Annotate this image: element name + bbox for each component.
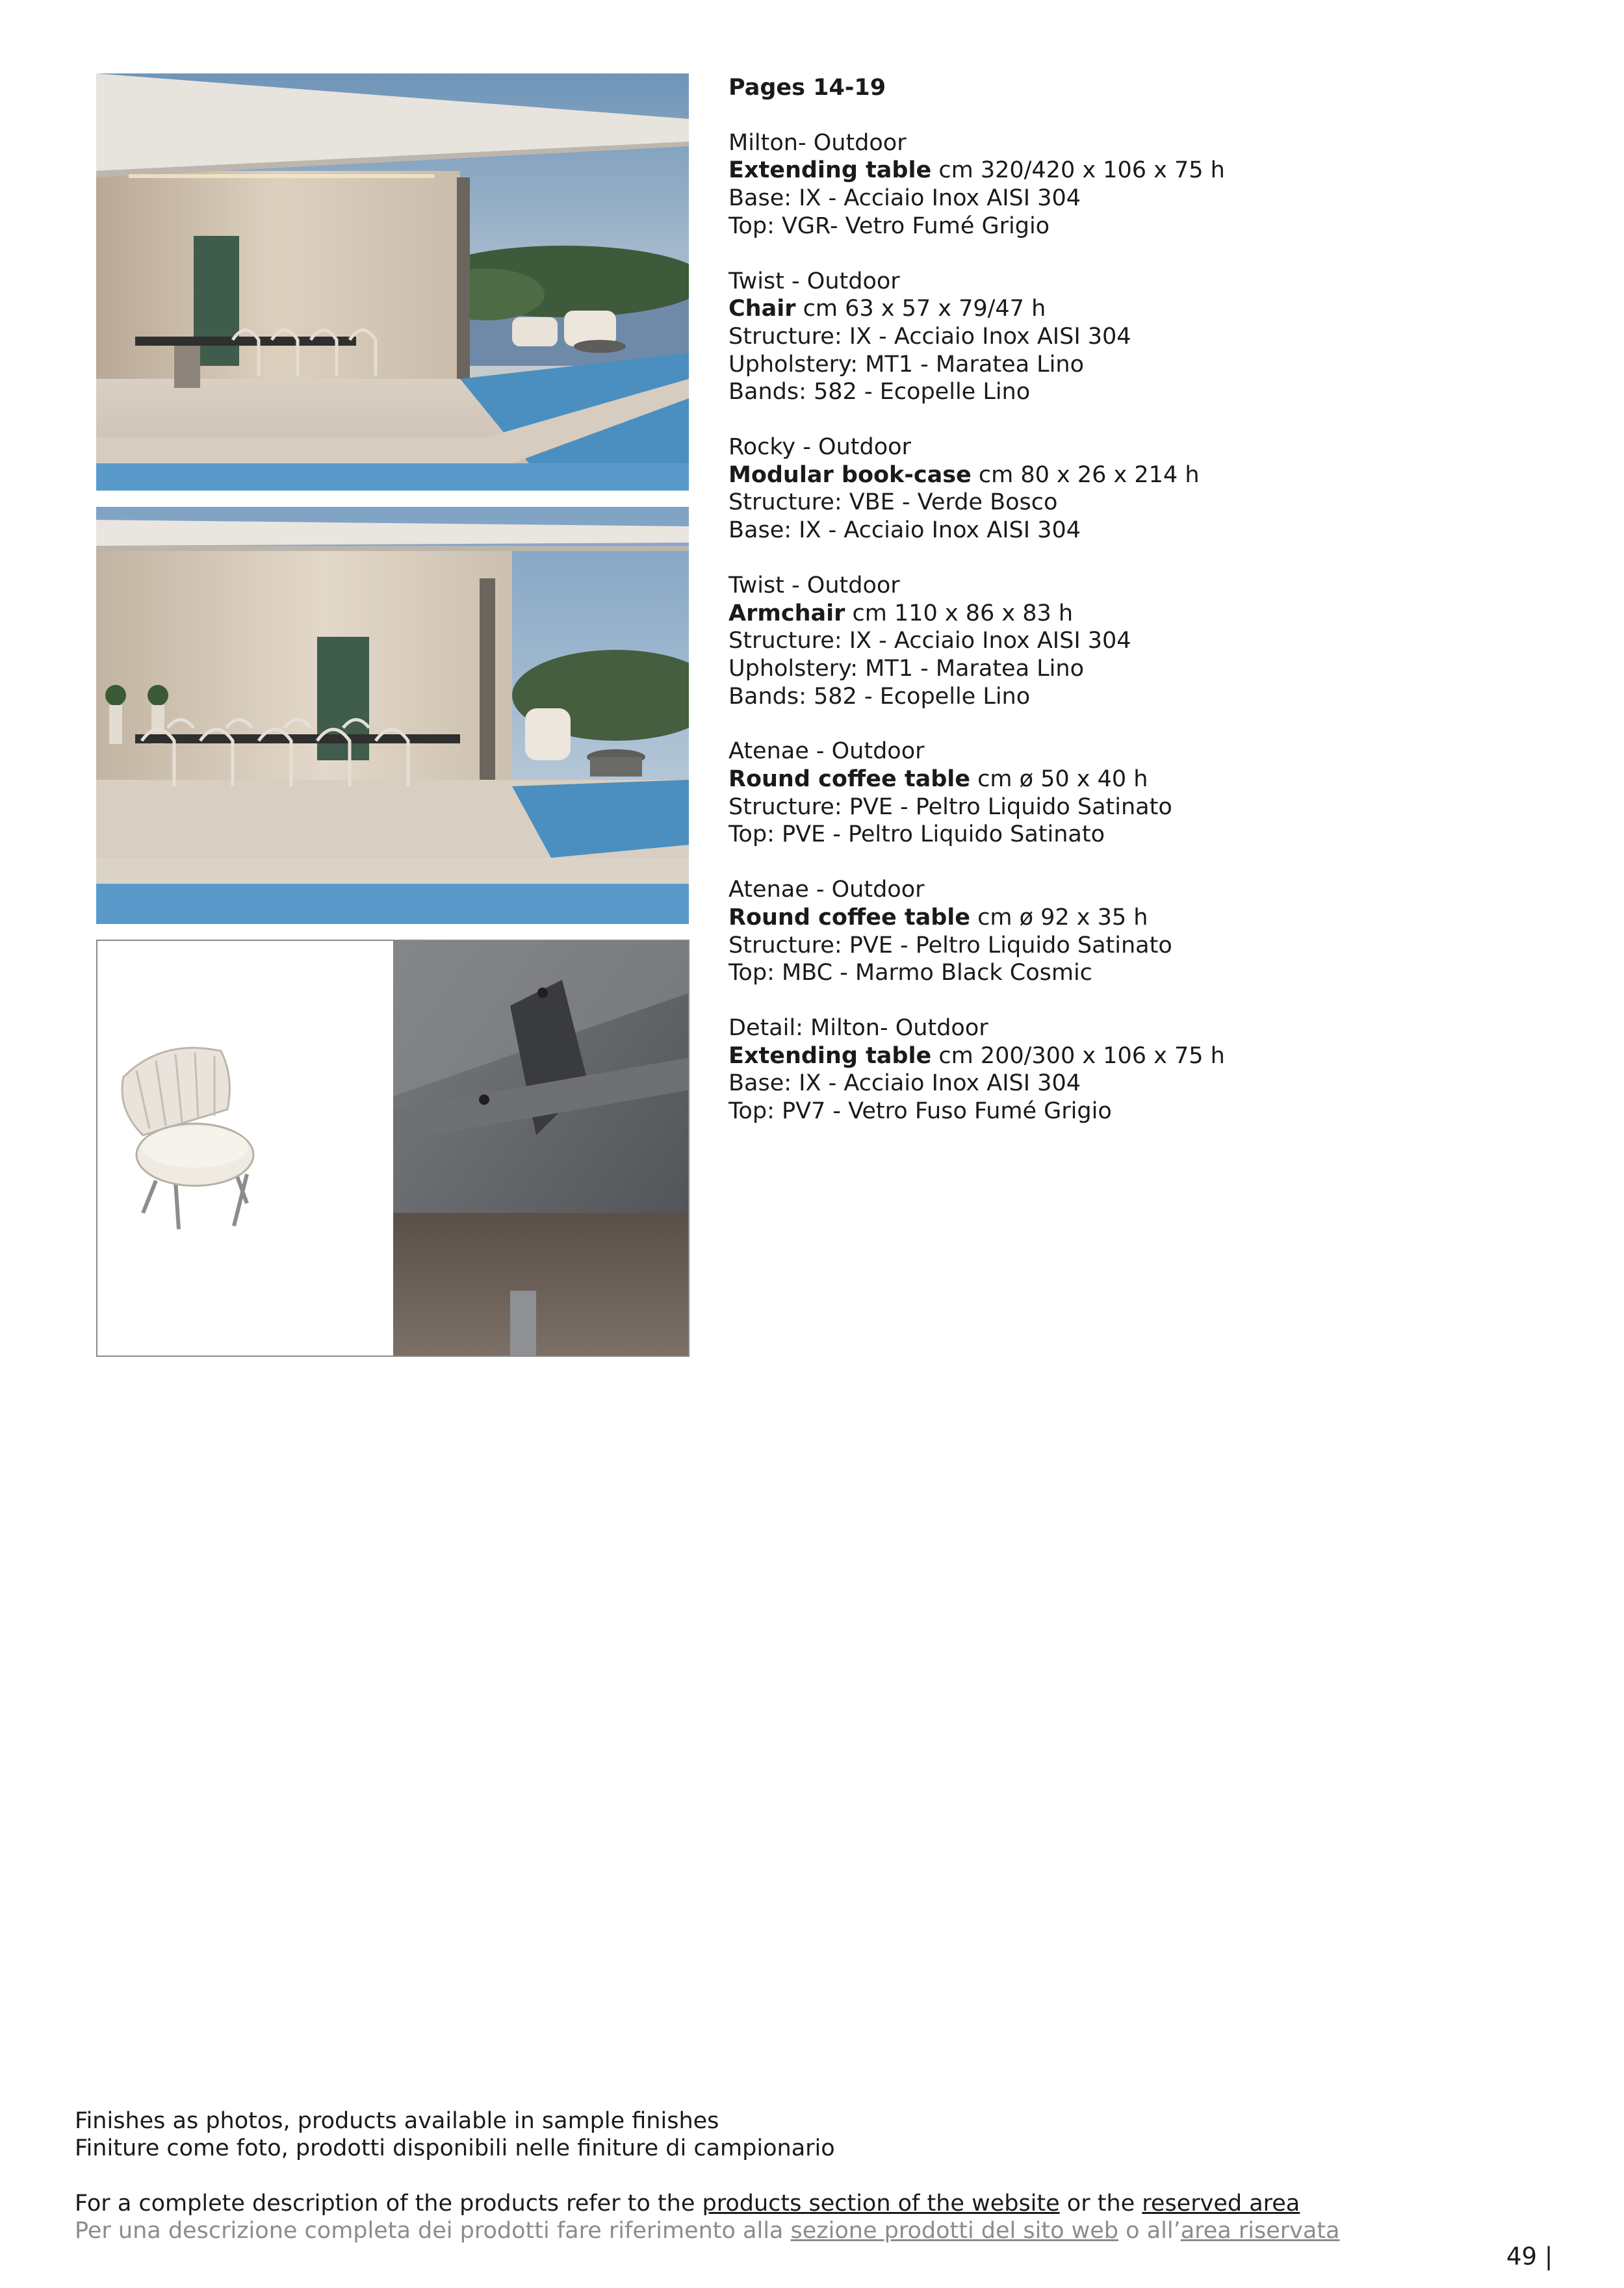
spec-block (728, 433, 1541, 545)
spec-detail: Structure: PVE - Peltro Liquido Satinato (728, 793, 1172, 820)
footer-finishes-note (75, 2107, 1439, 2162)
spec-dimensions: cm ø 92 x 35 h (970, 904, 1148, 931)
finishes-note-en: Finishes as photos, products available in sample finishes (75, 2108, 719, 2134)
page-number: 49 | (1506, 2243, 1553, 2270)
pages-heading: Pages 14-19 (728, 75, 886, 101)
spec-block (728, 268, 1541, 407)
finishes-note-it: Finiture come foto, prodotti disponibili nelle finiture di campionario (75, 2135, 835, 2161)
spec-detail: Base: IX - Acciaio Inox AISI 304 (728, 517, 1081, 544)
description-it-middle: o all’ (1118, 2218, 1181, 2244)
spec-product-name: Round coffee table (728, 904, 971, 931)
spec-detail: Top: PVE - Peltro Liquido Satinato (728, 821, 1105, 848)
spec-product-line (728, 461, 1541, 489)
spec-collection: Rocky - Outdoor (728, 434, 911, 461)
spec-detail: Structure: IX - Acciaio Inox AISI 304 (728, 323, 1131, 350)
spec-detail: Top: PV7 - Vetro Fuso Fumé Grigio (728, 1098, 1112, 1125)
spec-dimensions: cm 63 x 57 x 79/47 h (795, 296, 1046, 322)
spec-block (728, 129, 1541, 240)
spec-product-name: Extending table (728, 1042, 932, 1069)
spec-collection: Atenae - Outdoor (728, 877, 925, 903)
spec-collection: Milton- Outdoor (728, 129, 907, 156)
spec-detail: Bands: 582 - Ecopelle Lino (728, 683, 1031, 710)
spec-detail: Top: VGR- Vetro Fumé Grigio (728, 212, 1050, 239)
description-note-en (75, 2190, 1439, 2217)
spec-product-line (728, 904, 1541, 932)
spec-detail: Bands: 582 - Ecopelle Lino (728, 379, 1031, 405)
spec-product-line (728, 1042, 1541, 1070)
spec-dimensions: cm 80 x 26 x 214 h (971, 461, 1200, 488)
description-note-it (75, 2217, 1439, 2244)
spec-product-line (728, 600, 1541, 628)
description-en-middle: or the (1059, 2191, 1142, 2217)
spec-collection: Twist - Outdoor (728, 268, 900, 294)
spec-dimensions: cm 110 x 86 x 83 h (845, 600, 1074, 626)
spec-detail: Base: IX - Acciaio Inox AISI 304 (728, 185, 1081, 212)
photo-outdoor-long-table (96, 507, 689, 924)
spec-dimensions: cm ø 50 x 40 h (970, 766, 1148, 793)
spec-dimensions: cm 320/420 x 106 x 75 h (931, 157, 1225, 184)
photo-outdoor-dining-canopy (96, 73, 689, 491)
spec-product-name: Modular book-case (728, 461, 972, 488)
photo-twist-chair (97, 941, 393, 1356)
products-section-link[interactable]: products section of the website (702, 2191, 1060, 2217)
spec-product-name: Extending table (728, 157, 932, 184)
spec-block (728, 876, 1541, 987)
area-riservata-link[interactable]: area riservata (1180, 2218, 1340, 2244)
description-it-prefix: Per una descrizione completa dei prodotti fare riferimento alla (75, 2218, 791, 2244)
reserved-area-link[interactable]: reserved area (1142, 2191, 1300, 2217)
spec-block (728, 1014, 1541, 1125)
spec-detail: Structure: IX - Acciaio Inox AISI 304 (728, 628, 1131, 654)
spec-product-line (728, 295, 1541, 323)
spec-detail: Structure: VBE - Verde Bosco (728, 489, 1058, 516)
product-specifications (728, 74, 1541, 1153)
spec-product-name: Chair (728, 296, 796, 322)
photo-glass-table-detail (393, 941, 690, 1356)
spec-product-name: Armchair (728, 600, 845, 626)
spec-product-line (728, 157, 1541, 185)
photo-chair-and-glass-detail (96, 940, 690, 1357)
spec-block (728, 738, 1541, 849)
spec-detail: Upholstery: MT1 - Maratea Lino (728, 351, 1084, 378)
description-en-prefix: For a complete description of the products refer to the (75, 2191, 702, 2217)
spec-block (728, 572, 1541, 711)
spec-detail: Structure: PVE - Peltro Liquido Satinato (728, 932, 1172, 958)
spec-detail: Upholstery: MT1 - Maratea Lino (728, 655, 1084, 682)
spec-dimensions: cm 200/300 x 106 x 75 h (931, 1042, 1225, 1069)
spec-product-line (728, 765, 1541, 793)
spec-collection: Detail: Milton- Outdoor (728, 1014, 988, 1041)
spec-detail: Top: MBC - Marmo Black Cosmic (728, 960, 1092, 986)
spec-collection: Twist - Outdoor (728, 572, 900, 598)
sezione-prodotti-link[interactable]: sezione prodotti del sito web (790, 2218, 1119, 2244)
spec-product-name: Round coffee table (728, 766, 971, 793)
footer-description-note (75, 2190, 1439, 2244)
spec-detail: Base: IX - Acciaio Inox AISI 304 (728, 1070, 1081, 1097)
spec-collection: Atenae - Outdoor (728, 738, 925, 765)
